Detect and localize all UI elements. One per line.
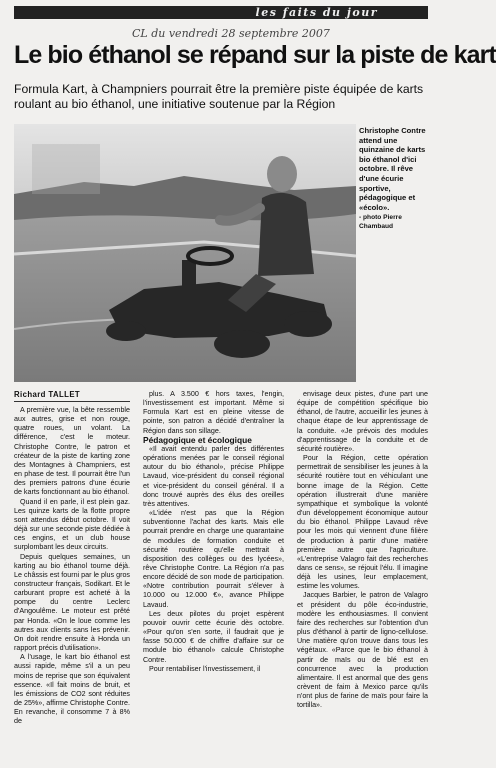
paragraph: Depuis quelques semaines, un karting au bio éthanol tourne déjà. Le châssis est fourni par le plus gros constructeur français, Sodikart. Et le carburant propre est acheté à la pompe du centre Leclerc d'Angoulême. Le moteur est prêté par Honda. «On le loue comme les autres aux clients sans les prévenir. On doit rendre ensuite à Honda un rapport précis d'utilisation». (14, 552, 130, 653)
kart-photo (14, 124, 356, 382)
paragraph: «L'idée n'est pas que la Région subventionne l'achat des karts. Mais elle pourrait prendre en charge une quarantaine de modules de formation conduite et sécurité routière qu'elle mettrait à disposition des collèges ou des lycées», rêve Christophe Contre. La Région n'a pas encore décidé de son mode de participation. «Notre contribution pourrait s'élever à 10.000 ou 12.000 €», avance Philippe Lavaud. (143, 509, 284, 609)
paragraph: envisage deux pistes, d'une part une équipe de compétition spécifique bio éthanol, de l'autre, accueillir les jeunes à chaque étape de leur apprentissage de la conduite. «Je prévois des modules d'apprentissage de la conduite et de sécurité routière». (297, 390, 428, 453)
headline: Le bio éthanol se répand sur la piste de kart (14, 41, 496, 69)
photo-credit: - photo Pierre Chambaud (359, 214, 402, 230)
paragraph: Les deux pilotes du projet espèrent pouvoir ouvrir cette écurie dès octobre. «Pour qu'on s'en sorte, il faudrait que je fasse 50.000 € de chiffre d'affaire sur ce module bio éthanol» calcule Christophe Contre. (143, 609, 284, 664)
paragraph: Pour la Région, cette opération permettrait de sensibiliser les jeunes à la sécurité routière tout en véhiculant une bonne image de la Région. Cette opération illustrerait d'une manière sympathique et symbolique la volonté d'un développement économique autour du bio éthanol. Philippe Lavaud rêve pour les mois qui viennent d'une filière de production à partir d'une matière première autre que l'agriculture. «L'entreprise Valagro fait des recherches dans ce sens», se réjouit l'élu. Il imagine déjà les usines, leur emplacement, estime les volumes. (297, 454, 428, 591)
paragraph: A première vue, la bête ressemble aux autres, grise et non rouge, quatre roues, un volant. La différence, c'est le moteur. Christophe Contre, le patron et créateur de la piste de karting zone des Montagnes à Champniers, est en phase de test. Il pourrait être l'un des premiers patrons d'une écurie de karts fonctionnant au bio éthanol. (14, 406, 130, 497)
byline-rule (14, 401, 130, 402)
article-column-1 (14, 406, 130, 726)
caption-text: Christophe Contre attend une quinzaine de karts bio éthanol d'ici octobre. Il rêve d'une écurie sportive, pédagogique et «écolo». (359, 126, 426, 212)
paragraph: «Il avait entendu parler des différentes opérations menées par le conseil régional autour du bio éthanol», précise Philippe Lavaud, vice-président du conseil régional et vice-président du conseil général. Il a donc trouvé auprès des élus des oreilles très attentives. (143, 444, 284, 508)
photo-caption (359, 126, 429, 231)
article-column-2 (143, 390, 284, 674)
paragraph: Jacques Barbier, le patron de Valagro et président du pôle éco-industrie, modère les enthousiasmes. Il convient faire des recherches sur l'obtention d'un plus d'éthanol à partir de ligno-cellulose. Une matière qu'on trouve dans tous les végétaux. «Parce que le bio éthanol à partir de maïs ou de blé est en concurrence avec la production alimentaire. Il est anormal que des gens crèvent de faim à Mexico parce qu'ils n'ont plus de farine de maïs pour faire la tortilla». (297, 591, 428, 710)
kart-driver-illustration (14, 124, 356, 382)
section-rubric: les faits du jour (14, 6, 428, 19)
paragraph: A l'usage, le kart bio éthanol est aussi rapide, même s'il a un peu moins de reprise que son équivalent essence. «Il fait moins de bruit, et les émissions de CO2 sont réduites de 25%», affirme Christophe Contre. En revanche, il consomme 7 à 8% de (14, 653, 130, 726)
subhead: Pédagogique et écologique (143, 434, 252, 445)
article-column-3 (297, 390, 428, 710)
paragraph: plus. A 3.500 € hors taxes, l'engin, l'investissement est important. Même si Formula Kart est en pleine vitesse de pointe, son patron a décidé d'entraîner la Région dans son sillage. (143, 390, 284, 435)
lead-paragraph: Formula Kart, à Champniers pourrait être la première piste équipée de karts roulant au bio éthanol, une initiative soutenue par la Région (14, 82, 424, 111)
paragraph: Pour rentabiliser l'investissement, il (149, 664, 261, 673)
byline: Richard TALLET (14, 390, 81, 399)
handwritten-date-note: CL du vendredi 28 septembre 2007 (132, 27, 330, 40)
paragraph: Quand il en parle, il est plein gaz. Les quinze karts de la flotte propre sont attendus début octobre. Il voit déjà sur une seconde piste dédiée à ces engins, et un club house surplombant les deux circuits. (14, 497, 130, 552)
